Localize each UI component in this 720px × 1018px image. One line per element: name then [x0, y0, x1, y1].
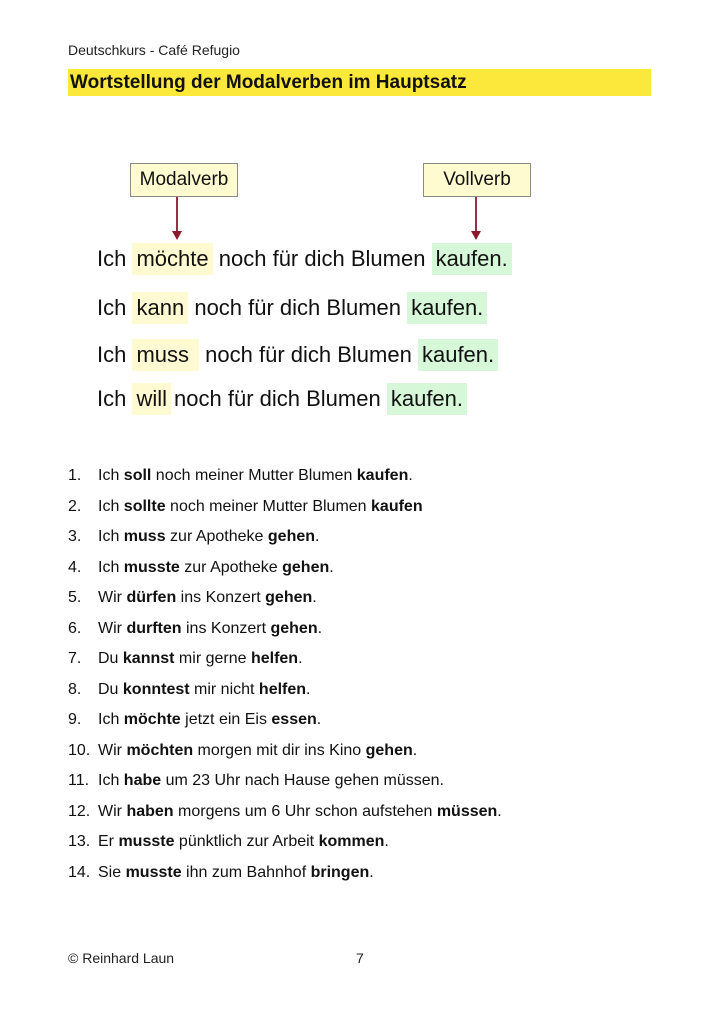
vollverb-arrow: [471, 197, 481, 240]
item-text: jetzt ein Eis: [180, 711, 272, 728]
example-sentence: [97, 383, 467, 415]
item-modal-verb: durften: [126, 619, 182, 637]
example-sentence: [97, 339, 498, 371]
item-text: Wir: [98, 741, 127, 759]
item-full-verb: müssen: [436, 802, 498, 820]
item-text: Wir: [98, 619, 127, 637]
item-punct: .: [306, 680, 311, 698]
item-modal-verb: haben: [126, 802, 174, 820]
item-full-verb: helfen: [258, 680, 307, 698]
item-number: 11.: [68, 772, 90, 789]
item-full-verb: essen: [271, 711, 317, 728]
item-modal-verb: musste: [123, 558, 180, 576]
item-modal-verb: möchten: [126, 741, 194, 759]
item-modal-verb: konntest: [122, 680, 190, 698]
item-punct: .: [315, 528, 320, 545]
arrows-diagram: [0, 0, 720, 260]
item-text: Ich: [98, 772, 124, 789]
item-full-verb: kaufen: [371, 497, 423, 515]
item-text: Ich: [98, 497, 124, 515]
list-item: [68, 648, 502, 679]
item-punct: .: [384, 833, 389, 850]
item-full-verb: gehen: [265, 589, 313, 606]
example-full-verb: kaufen.: [418, 339, 498, 371]
item-text: Er: [98, 833, 119, 850]
example-middle: noch für dich Blumen: [218, 246, 426, 271]
item-text: zur Apotheke: [165, 528, 268, 545]
example-modal-verb: will: [132, 383, 171, 415]
item-modal-verb: möchte: [123, 711, 181, 728]
list-item: [68, 709, 502, 740]
example-middle: noch für dich Blumen: [205, 342, 412, 367]
example-middle: noch für dich Blumen: [194, 295, 401, 320]
item-text: Wir: [98, 589, 127, 606]
item-modal-verb: soll: [123, 467, 152, 484]
item-text: ins Konzert: [181, 619, 271, 637]
item-number: 1.: [68, 467, 82, 484]
item-number: 3.: [68, 528, 82, 545]
list-item: [68, 465, 502, 496]
example-full-verb: kaufen.: [387, 383, 467, 415]
item-full-verb: gehen: [365, 741, 413, 759]
item-text: Ich: [98, 711, 124, 728]
item-text: morgen mit dir ins Kino: [193, 741, 366, 759]
example-modal-verb: möchte: [132, 243, 212, 275]
item-number: 2.: [68, 497, 82, 515]
item-text: ihn zum Bahnhof: [181, 863, 311, 881]
item-number: 8.: [68, 680, 82, 698]
item-punct: .: [408, 467, 413, 484]
item-full-verb: kaufen: [356, 467, 409, 484]
course-header: Deutschkurs - Café Refugio: [68, 42, 240, 58]
item-punct: .: [497, 802, 502, 820]
example-modal-verb: kann: [132, 292, 188, 324]
exercise-list: [68, 465, 502, 892]
modalverb-arrow: [172, 197, 182, 240]
item-text: zur Apotheke: [179, 558, 283, 576]
item-text: noch meiner Mutter Blumen: [151, 467, 357, 484]
list-item: [68, 740, 502, 771]
list-item: [68, 496, 502, 527]
example-sentence: [97, 243, 512, 275]
list-item: [68, 526, 502, 557]
list-item: [68, 770, 502, 801]
item-number: 5.: [68, 589, 82, 606]
list-item: [68, 557, 502, 588]
item-full-verb: bringen: [310, 863, 370, 881]
item-punct: .: [298, 650, 303, 667]
item-punct: .: [369, 863, 374, 881]
item-punct: .: [312, 589, 317, 606]
page-title: Wortstellung der Modalverben im Hauptsatz: [70, 72, 467, 93]
item-text: mir nicht: [189, 680, 259, 698]
vollverb-label: Vollverb: [423, 163, 531, 197]
item-punct: .: [317, 619, 323, 637]
item-text: morgens um 6 Uhr schon aufstehen: [173, 802, 437, 820]
item-modal-verb: sollte: [123, 497, 166, 515]
list-item: [68, 801, 502, 832]
item-full-verb: gehen: [282, 558, 330, 576]
item-modal-verb: muss: [123, 528, 166, 545]
list-item: [68, 679, 502, 710]
item-modal-verb: habe: [123, 772, 162, 789]
example-subject: Ich: [97, 295, 127, 320]
list-item: [68, 862, 502, 893]
item-text: Sie: [98, 863, 126, 881]
list-item: [68, 587, 502, 618]
item-modal-verb: dürfen: [126, 589, 177, 606]
item-text: pünktlich zur Arbeit: [174, 833, 319, 850]
example-subject: Ich: [97, 386, 127, 411]
title-highlight: [68, 69, 651, 96]
item-punct: .: [412, 741, 418, 759]
item-full-verb: kommen: [318, 833, 385, 850]
item-number: 12.: [68, 802, 91, 820]
example-modal-verb: muss: [132, 339, 199, 371]
example-middle: noch für dich Blumen: [174, 386, 381, 411]
item-text: um 23 Uhr nach Hause gehen müssen.: [161, 772, 444, 789]
item-text: Wir: [98, 802, 127, 820]
item-text: Ich: [98, 467, 124, 484]
item-punct: .: [316, 711, 322, 728]
item-number: 7.: [68, 650, 82, 667]
item-number: 6.: [68, 619, 82, 637]
item-modal-verb: musste: [118, 833, 175, 850]
item-full-verb: gehen: [267, 528, 316, 545]
item-number: 10.: [68, 741, 91, 759]
item-number: 4.: [68, 558, 82, 576]
list-item: [68, 618, 502, 649]
item-text: Ich: [98, 528, 124, 545]
example-subject: Ich: [97, 342, 127, 367]
item-text: Ich: [98, 558, 124, 576]
example-subject: Ich: [97, 246, 127, 271]
item-modal-verb: musste: [125, 863, 182, 881]
item-full-verb: helfen: [250, 650, 299, 667]
page-number: 7: [356, 950, 364, 966]
item-text: mir gerne: [174, 650, 251, 667]
item-number: 9.: [68, 711, 82, 728]
example-sentence: [97, 292, 487, 324]
list-item: [68, 831, 502, 862]
item-text: ins Konzert: [176, 589, 266, 606]
example-full-verb: kaufen.: [407, 292, 487, 324]
item-text: Du: [98, 680, 123, 698]
item-text: noch meiner Mutter Blumen: [165, 497, 372, 515]
item-punct: .: [329, 558, 334, 576]
item-number: 13.: [68, 833, 91, 850]
item-full-verb: gehen: [270, 619, 318, 637]
modalverb-label: Modalverb: [130, 163, 238, 197]
example-full-verb: kaufen.: [432, 243, 512, 275]
item-modal-verb: kannst: [122, 650, 175, 667]
copyright-footer: © Reinhard Laun: [68, 950, 175, 966]
item-text: Du: [98, 650, 123, 667]
item-number: 14.: [68, 863, 91, 881]
